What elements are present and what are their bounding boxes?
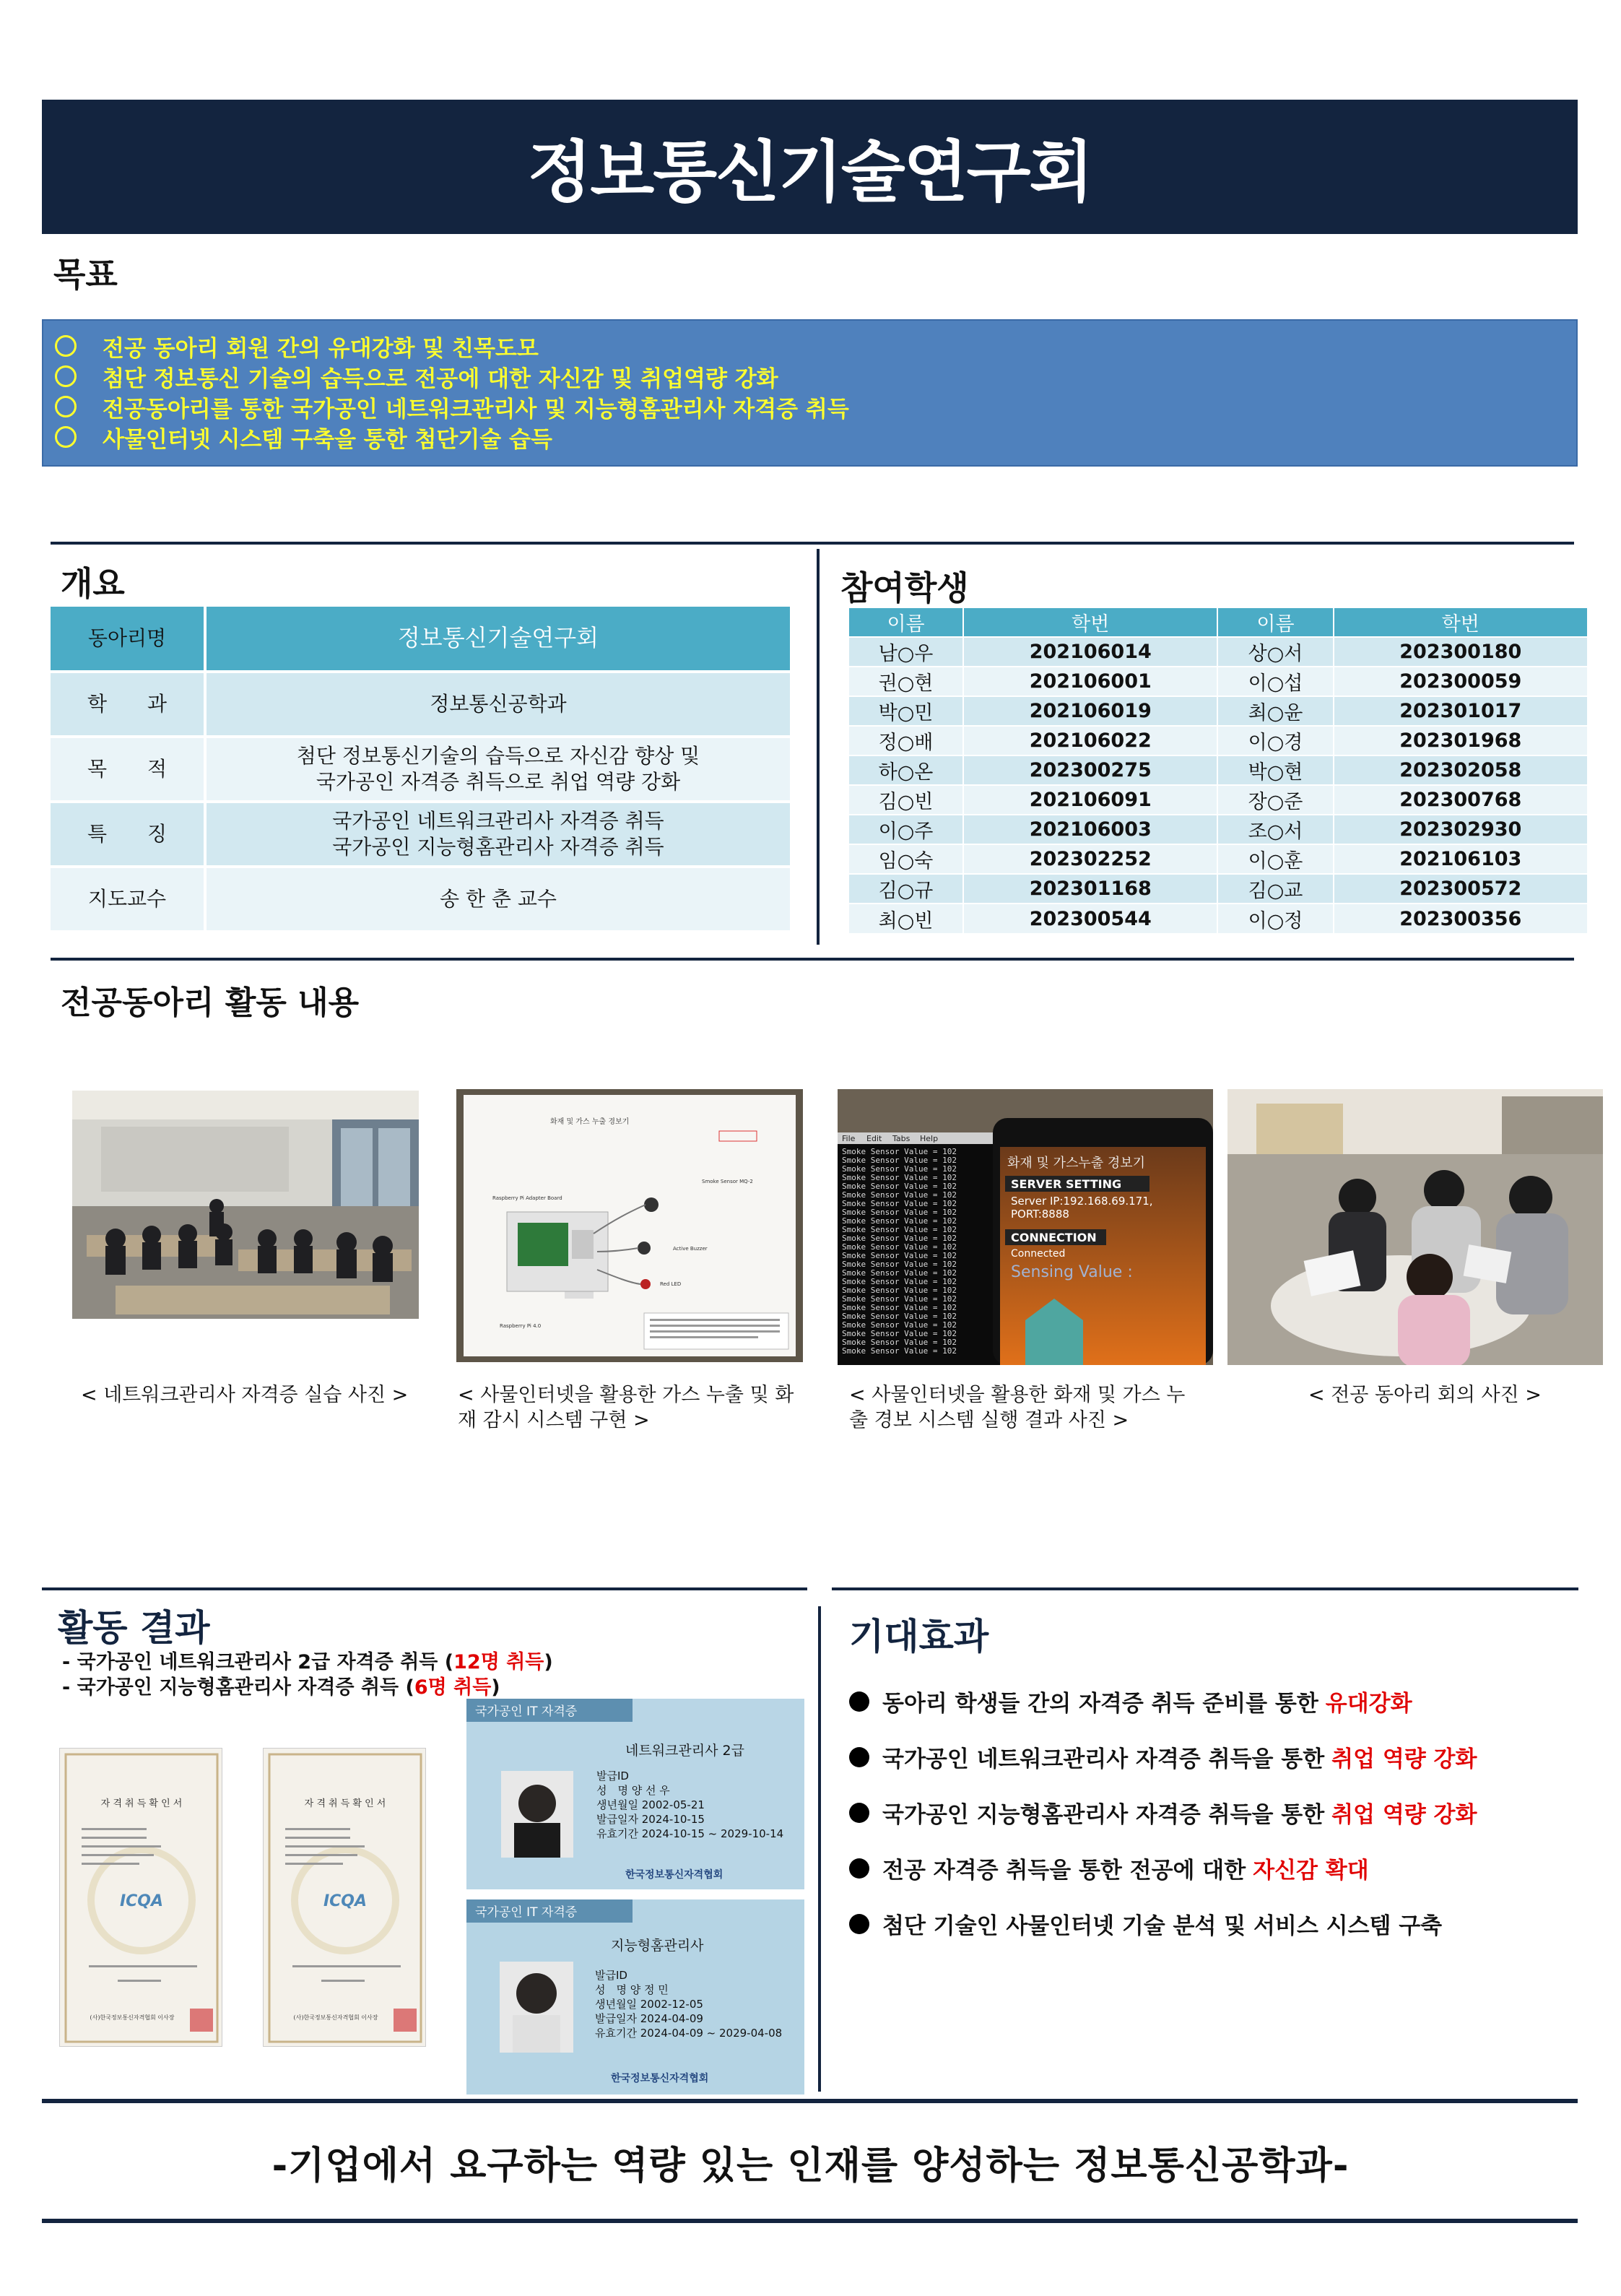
goal-item: 전공 동아리 회원 간의 유대강화 및 친목도모 (55, 331, 1565, 361)
student-id: 202302930 (1334, 815, 1588, 844)
certificate-image (59, 1748, 222, 2047)
goal-item: 전공동아리를 통한 국가공인 네트워크관리사 및 지능형홈관리사 자격증 취득 (55, 391, 1565, 422)
table-row (849, 637, 1588, 667)
students-heading: 참여학생 (840, 568, 969, 607)
sensing-value: Sensing Value : (1011, 1263, 1133, 1281)
column-header: 학번 (1334, 608, 1588, 637)
table-row (51, 672, 790, 737)
student-name: 이○섭 (1217, 667, 1333, 696)
circle-bullet-icon (55, 335, 77, 357)
connection-label: CONNECTION (1011, 1231, 1097, 1244)
overview-key: 목 적 (51, 737, 205, 802)
photo-caption: < 사물인터넷을 활용한 화재 및 가스 누출 경보 시스템 실행 결과 사진 > (849, 1384, 1186, 1432)
expected-item: 첨단 기술인 사물인터넷 기술 분석 및 서비스 시스템 구축 (849, 1907, 1442, 1940)
student-name: 김○규 (849, 874, 963, 904)
overview-heading: 개요 (61, 564, 125, 603)
table-row (849, 696, 1588, 726)
circle-bullet-icon (55, 426, 77, 448)
terminal-line: Smoke Sensor Value = 102 (842, 1182, 957, 1191)
bullet-icon (849, 1858, 869, 1879)
card-line: 성 명 양 정 민 (595, 1983, 669, 1996)
overview-key: 특 징 (51, 802, 205, 867)
board-title: 화재 및 가스 누출 경보기 (550, 1118, 630, 1126)
student-id: 202106014 (963, 637, 1217, 667)
icqa-logo: ICQA (119, 1892, 164, 1910)
terminal-line: Smoke Sensor Value = 102 (842, 1312, 957, 1321)
card-line: 성 명 양 선 우 (596, 1784, 670, 1797)
classroom-photo (72, 1091, 419, 1319)
divider (51, 542, 1574, 545)
student-name: 장○준 (1217, 785, 1333, 815)
column-header: 이름 (849, 608, 963, 637)
student-id: 202106001 (963, 667, 1217, 696)
result-line: - 국가공인 지능형홈관리사 자격증 취득 (6명 취득) (62, 1676, 500, 1699)
terminal-line: Smoke Sensor Value = 102 (842, 1173, 957, 1182)
iot-board-photo (456, 1089, 803, 1362)
card-header: 국가공인 IT 자격증 (475, 1704, 578, 1719)
card-title: 지능형홈관리사 (611, 1938, 704, 1954)
table-header-row (849, 608, 1588, 637)
terminal-line: Smoke Sensor Value = 102 (842, 1277, 957, 1286)
card-line: 생년월일 2002-05-21 (596, 1798, 705, 1811)
student-id: 202300768 (1334, 785, 1588, 815)
student-name: 권○현 (849, 667, 963, 696)
student-name: 상○서 (1217, 637, 1333, 667)
overview-value: 정보통신공학과 (205, 672, 790, 737)
terminal-line: Smoke Sensor Value = 102 (842, 1260, 957, 1269)
divider (42, 2099, 1578, 2103)
certificate-title: 자 격 취 득 확 인 서 (100, 1798, 183, 1809)
photo-caption: < 전공 동아리 회의 사진 > (1308, 1384, 1542, 1406)
student-id: 202106103 (1334, 844, 1588, 874)
terminal-line: Smoke Sensor Value = 102 (842, 1190, 957, 1200)
student-id: 202301017 (1334, 696, 1588, 726)
certificate-issuer: (사)한국정보통신자격협회 이사장 (293, 2014, 378, 2021)
expected-highlight: 취업 역량 강화 (1331, 1746, 1477, 1772)
card-line: 발급ID (595, 1969, 627, 1982)
terminal-line: Smoke Sensor Value = 102 (842, 1346, 957, 1356)
goals-heading: 목표 (53, 255, 118, 294)
terminal-line: Smoke Sensor Value = 102 (842, 1286, 957, 1295)
terminal-line: Smoke Sensor Value = 102 (842, 1225, 957, 1234)
title-banner (42, 100, 1578, 234)
certificate-title: 자 격 취 득 확 인 서 (304, 1798, 386, 1809)
bullet-icon (849, 1914, 869, 1934)
card-title: 네트워크관리사 2급 (625, 1743, 744, 1759)
overview-key: 동아리명 (51, 607, 205, 672)
student-id: 202106091 (963, 785, 1217, 815)
student-name: 김○교 (1217, 874, 1333, 904)
student-id: 202301968 (1334, 726, 1588, 755)
student-name: 정○배 (849, 726, 963, 755)
student-id: 202106003 (963, 815, 1217, 844)
overview-value: 국가공인 네트워크관리사 자격증 취득 국가공인 지능형홈관리사 자격증 취득 (205, 802, 790, 867)
license-card-network (466, 1699, 804, 1889)
page-title: 정보통신기술연구회 (527, 134, 1092, 211)
table-row (849, 844, 1588, 874)
expected-highlight: 자신감 확대 (1253, 1858, 1369, 1884)
result-highlight: 12명 취득 (453, 1651, 544, 1673)
divider (42, 1587, 807, 1590)
card-issuer: 한국정보통신자격협회 (611, 2073, 709, 2084)
expected-item: 국가공인 네트워크관리사 자격증 취득을 통한 취업 역량 강화 (849, 1741, 1477, 1773)
certificate-image (263, 1748, 426, 2047)
student-name: 하○온 (849, 755, 963, 785)
expected-highlight: 유대강화 (1325, 1691, 1412, 1717)
menu-help: Help (920, 1134, 939, 1143)
overview-value: 첨단 정보통신기술의 습득으로 자신감 향상 및 국가공인 자격증 취득으로 취업 역량 강화 (205, 737, 790, 802)
overview-table (51, 607, 790, 933)
student-id: 202302058 (1334, 755, 1588, 785)
student-id: 202300059 (1334, 667, 1588, 696)
table-row (849, 755, 1588, 785)
expected-heading: 기대효과 (849, 1616, 989, 1658)
terminal-line: Smoke Sensor Value = 102 (842, 1147, 957, 1156)
student-name: 최○윤 (1217, 696, 1333, 726)
terminal-line: Smoke Sensor Value = 102 (842, 1156, 957, 1165)
student-name: 조○서 (1217, 815, 1333, 844)
menu-tabs: Tabs (892, 1134, 911, 1143)
expected-item: 전공 자격증 취득을 통한 전공에 대한 자신감 확대 (849, 1852, 1369, 1884)
student-name: 이○경 (1217, 726, 1333, 755)
overview-value: 송 한 춘 교수 (205, 867, 790, 932)
alarm-result-photo (838, 1089, 1213, 1365)
expected-item: 국가공인 지능형홈관리사 자격증 취득을 통한 취업 역량 강화 (849, 1796, 1477, 1829)
terminal-line: Smoke Sensor Value = 102 (842, 1216, 957, 1226)
terminal-line: Smoke Sensor Value = 102 (842, 1208, 957, 1217)
icqa-logo: ICQA (323, 1892, 368, 1910)
board-label: Active Buzzer (673, 1246, 708, 1252)
student-id: 202300356 (1334, 904, 1588, 933)
table-row (849, 815, 1588, 844)
divider-vertical (817, 549, 820, 945)
board-label: Raspberry Pi Adapter Board (492, 1195, 562, 1201)
student-id: 202300544 (963, 904, 1217, 933)
terminal-line: Smoke Sensor Value = 102 (842, 1234, 957, 1243)
goal-item: 첨단 정보통신 기술의 습득으로 전공에 대한 자신감 및 취업역량 강화 (55, 361, 1565, 391)
card-line: 유효기간 2024-04-09 ~ 2029-04-08 (595, 2027, 783, 2040)
card-line: 유효기간 2024-10-15 ~ 2029-10-14 (596, 1827, 784, 1840)
student-name: 박○민 (849, 696, 963, 726)
divider (832, 1587, 1578, 1590)
meeting-photo (1227, 1089, 1603, 1365)
phone-title: 화재 및 가스누출 경보기 (1007, 1156, 1146, 1171)
table-row (51, 737, 790, 802)
student-name: 이○정 (1217, 904, 1333, 933)
photo-caption: < 사물인터넷을 활용한 가스 누출 및 화재 감시 시스템 구현 > (458, 1384, 794, 1432)
student-name: 박○현 (1217, 755, 1333, 785)
table-row (849, 726, 1588, 755)
student-id: 202106022 (963, 726, 1217, 755)
circle-bullet-icon (55, 365, 77, 387)
student-name: 이○훈 (1217, 844, 1333, 874)
student-id: 202301168 (963, 874, 1217, 904)
goal-item: 사물인터넷 시스템 구축을 통한 첨단기술 습득 (55, 422, 1565, 452)
footer-slogan: -기업에서 요구하는 역량 있는 인재를 양성하는 정보통신공학과- (271, 2144, 1350, 2188)
overview-value: 정보통신기술연구회 (205, 607, 790, 672)
terminal-line: Smoke Sensor Value = 102 (842, 1251, 957, 1260)
terminal-line: Smoke Sensor Value = 102 (842, 1294, 957, 1304)
terminal-line: Smoke Sensor Value = 102 (842, 1338, 957, 1347)
table-row (849, 874, 1588, 904)
student-id: 202300180 (1334, 637, 1588, 667)
bullet-icon (849, 1803, 869, 1823)
server-setting-label: SERVER SETTING (1011, 1177, 1122, 1191)
terminal-line: Smoke Sensor Value = 102 (842, 1242, 957, 1252)
student-name: 김○빈 (849, 785, 963, 815)
student-id: 202106019 (963, 696, 1217, 726)
students-table (849, 608, 1589, 933)
overview-key: 학 과 (51, 672, 205, 737)
board-label: Smoke Sensor MQ-2 (702, 1179, 753, 1184)
column-header: 이름 (1217, 608, 1333, 637)
student-name: 남○우 (849, 637, 963, 667)
student-id: 202300572 (1334, 874, 1588, 904)
terminal-line: Smoke Sensor Value = 102 (842, 1329, 957, 1338)
table-row (849, 904, 1588, 933)
terminal-line: Smoke Sensor Value = 102 (842, 1164, 957, 1174)
terminal-line: Smoke Sensor Value = 102 (842, 1268, 957, 1278)
table-row (849, 785, 1588, 815)
photo-caption: < 네트워크관리사 자격증 실습 사진 > (81, 1384, 409, 1406)
board-label: Raspberry Pi 4.0 (500, 1323, 542, 1329)
table-row (51, 607, 790, 672)
menu-edit: Edit (866, 1134, 882, 1143)
card-line: 발급일자 2024-04-09 (595, 2012, 703, 2025)
terminal-line: Smoke Sensor Value = 102 (842, 1303, 957, 1312)
student-name: 이○주 (849, 815, 963, 844)
student-id: 202300275 (963, 755, 1217, 785)
terminal-line: Smoke Sensor Value = 102 (842, 1320, 957, 1330)
card-line: 생년월일 2002-12-05 (595, 1998, 703, 2011)
result-line: - 국가공인 네트워크관리사 2급 자격증 취득 (12명 취득) (62, 1651, 553, 1673)
divider (42, 2219, 1578, 2223)
table-row (51, 867, 790, 932)
column-header: 학번 (963, 608, 1217, 637)
certificate-issuer: (사)한국정보통신자격협회 이사장 (90, 2014, 175, 2021)
license-card-smarthome (466, 1899, 804, 2094)
card-header: 국가공인 IT 자격증 (475, 1905, 578, 1920)
table-row (51, 802, 790, 867)
divider-vertical (818, 1606, 821, 2092)
board-label: Red LED (660, 1281, 682, 1287)
results-heading: 활동 결과 (58, 1607, 210, 1649)
result-highlight: 6명 취득 (414, 1676, 492, 1699)
server-port: PORT:8888 (1011, 1208, 1069, 1221)
card-line: 발급ID (596, 1769, 629, 1782)
card-line: 발급일자 2024-10-15 (596, 1813, 705, 1826)
goals-box (42, 319, 1578, 467)
server-ip: Server IP:192.168.69.171, (1011, 1195, 1153, 1208)
activities-heading: 전공동아리 활동 내용 (61, 984, 360, 1021)
terminal-line: Smoke Sensor Value = 102 (842, 1199, 957, 1208)
bullet-icon (849, 1747, 869, 1767)
table-row (849, 667, 1588, 696)
connected-status: Connected (1011, 1248, 1066, 1260)
circle-bullet-icon (55, 396, 77, 417)
student-name: 최○빈 (849, 904, 963, 933)
bullet-icon (849, 1691, 869, 1712)
card-issuer: 한국정보통신자격협회 (625, 1869, 723, 1881)
expected-highlight: 취업 역량 강화 (1331, 1802, 1477, 1828)
expected-item: 동아리 학생들 간의 자격증 취득 준비를 통한 유대강화 (849, 1685, 1412, 1717)
student-id: 202302252 (963, 844, 1217, 874)
overview-key: 지도교수 (51, 867, 205, 932)
results-list (62, 1650, 553, 1700)
student-name: 임○숙 (849, 844, 963, 874)
menu-file: File (842, 1134, 856, 1143)
divider (51, 958, 1574, 961)
